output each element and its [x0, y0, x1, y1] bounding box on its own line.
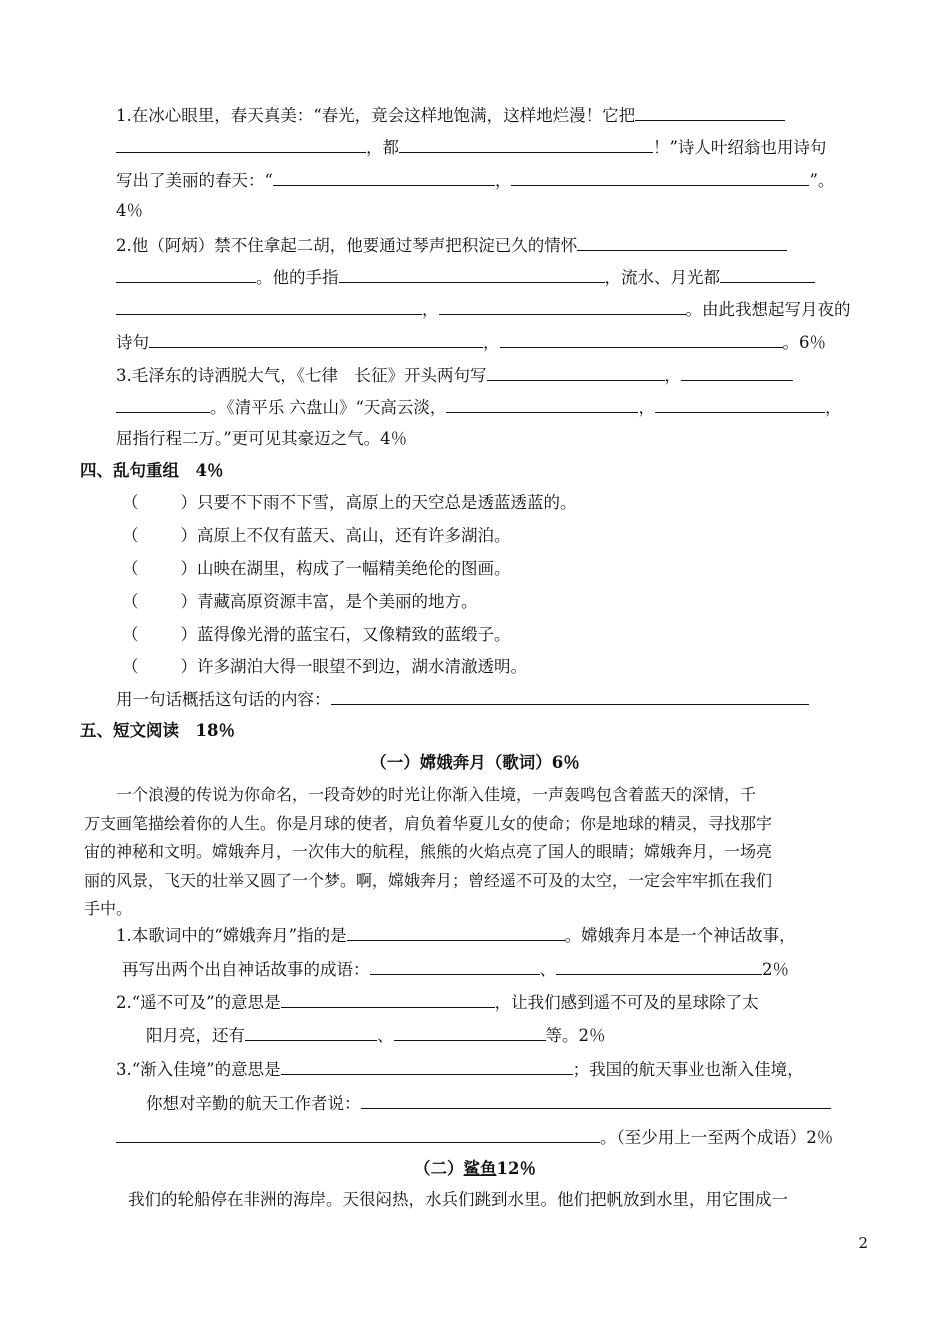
blank[interactable] — [281, 989, 495, 1008]
blank[interactable] — [556, 956, 762, 975]
reorder-sentence: 青藏高原资源丰富，是个美丽的地方。 — [197, 592, 478, 611]
p1-q2-line2: 阳月亮，还有 、 等。2％ — [146, 1022, 606, 1049]
item3-line2: 。《清平乐 六盘山》“天高云淡， ， ， — [116, 394, 841, 421]
item2-line4: 诗句 ， 。6％ — [116, 329, 826, 356]
blank[interactable] — [394, 1022, 546, 1041]
section4-title: 四、乱句重组 4％ — [80, 461, 224, 480]
reorder-sentence: 许多湖泊大得一眼望不到边，湖水清澈透明。 — [197, 657, 527, 676]
item1-score: 4％ — [116, 201, 143, 220]
page-number: 2 — [858, 1234, 868, 1252]
passage-line: 万支画笔描绘着你的人生。你是月球的使者，肩负着华夏儿女的使命；你是地球的精灵，寻找那宇 — [84, 814, 773, 833]
blank[interactable] — [116, 264, 256, 283]
item1-line2: ，都 ！”诗人叶绍翁也用诗句 — [116, 134, 826, 161]
passage-line: 手中。 — [84, 899, 133, 918]
p1-q3-line1: 3.“渐入佳境”的意思是 ；我国的航天事业也渐入佳境， — [116, 1056, 804, 1083]
blank[interactable] — [655, 394, 825, 413]
passage-line: 一个浪漫的传说为你命名，一段奇妙的时光让你渐入佳境，一声轰鸣包含着蓝天的深情，千 — [116, 785, 757, 804]
blank[interactable] — [361, 1090, 831, 1109]
reorder-item — [122, 622, 511, 648]
item2-line1: 2.他（阿炳）禁不住拿起二胡，他要通过琴声把积淀已久的情怀 — [116, 232, 787, 259]
blank[interactable] — [720, 264, 815, 283]
p1-q1-line2: 再写出两个出自神话故事的成语： 、 2％ — [122, 956, 789, 983]
blank[interactable] — [487, 362, 665, 381]
part1-title: （一）嫦娥奔月（歌词）6％ — [370, 753, 580, 772]
paren-close: ） — [180, 592, 197, 611]
blank[interactable] — [149, 329, 483, 348]
reorder-sentence: 山映在湖里，构成了一幅精美绝伦的图画。 — [197, 559, 511, 578]
paren-close: ） — [180, 559, 197, 578]
blank[interactable] — [439, 296, 686, 315]
paren-open: （ — [122, 493, 139, 512]
paren-open: （ — [122, 592, 139, 611]
part2-title: （二）鲨鱼12％ — [414, 1159, 536, 1178]
paren-open: （ — [122, 526, 139, 545]
reorder-item — [122, 589, 478, 615]
reorder-item — [122, 654, 527, 680]
item1-line3: 写出了美丽的春天：“ ， ”。 — [116, 167, 834, 194]
paren-close: ） — [180, 625, 197, 644]
blank[interactable] — [347, 922, 565, 941]
blank[interactable] — [281, 1056, 573, 1075]
item3-line3: 屈指行程二万。”更可见其豪迈之气。4％ — [116, 429, 408, 448]
blank[interactable] — [635, 102, 785, 121]
blank[interactable] — [681, 362, 793, 381]
blank[interactable] — [339, 264, 605, 283]
paren-close: ） — [180, 526, 197, 545]
paren-open: （ — [122, 657, 139, 676]
p1-q2-line1: 2.“遥不可及”的意思是 ，让我们感到遥不可及的星球除了太 — [116, 989, 759, 1016]
blank[interactable] — [273, 167, 495, 186]
part2-passage: 我们的轮船停在非洲的海岸。天很闷热，水兵们跳到水里。他们把帆放到水里，用它围成一 — [128, 1190, 788, 1209]
blank[interactable] — [116, 296, 422, 315]
paren-open: （ — [122, 625, 139, 644]
blank[interactable] — [370, 956, 540, 975]
blank[interactable] — [116, 1124, 600, 1143]
p1-q1-line1: 1.本歌词中的“嫦娥奔月”指的是 。嫦娥奔月本是一个神话故事， — [116, 922, 796, 949]
summary-line: 用一句话概括这句话的内容： — [116, 686, 809, 713]
item2-line3: ， 。由此我想起写月夜的 — [116, 296, 851, 323]
reorder-sentence: 高原上不仅有蓝天、高山，还有许多湖泊。 — [197, 526, 511, 545]
blank[interactable] — [116, 394, 210, 413]
blank[interactable] — [245, 1022, 377, 1041]
section5-title: 五、短文阅读 18％ — [80, 721, 235, 740]
reorder-item — [122, 523, 511, 549]
blank[interactable] — [577, 232, 787, 251]
summary-blank[interactable] — [331, 686, 809, 705]
reorder-sentence: 只要不下雨不下雪，高原上的天空总是透蓝透蓝的。 — [197, 493, 577, 512]
blank[interactable] — [399, 134, 653, 153]
p1-q3-line2: 你想对辛勤的航天工作者说： — [146, 1090, 831, 1117]
blank[interactable] — [511, 167, 809, 186]
passage-line: 丽的风景，飞天的壮举又圆了一个梦。啊，嫦娥奔月；曾经遥不可及的太空，一定会牢牢抓在我们 — [84, 871, 773, 890]
reorder-sentence: 蓝得像光滑的蓝宝石，又像精致的蓝缎子。 — [197, 625, 511, 644]
item1-line1: 1.在冰心眼里，春天真美：“春光，竟会这样地饱满，这样地烂漫！它把 — [116, 102, 785, 129]
item2-line2: 。他的手指 ，流水、月光都 — [116, 264, 815, 291]
paren-close: ） — [180, 493, 197, 512]
paren-open: （ — [122, 559, 139, 578]
blank[interactable] — [500, 329, 783, 348]
p1-q3-line3: 。（至少用上一至两个成语）2％ — [116, 1124, 833, 1151]
reorder-item — [122, 556, 511, 582]
paren-close: ） — [180, 657, 197, 676]
blank[interactable] — [446, 394, 638, 413]
reorder-item — [122, 490, 577, 516]
item3-line1: 3.毛泽东的诗洒脱大气，《七律 长征》开头两句写 ， — [116, 362, 793, 389]
passage-line: 宙的神秘和文明。嫦娥奔月，一次伟大的航程，熊熊的火焰点亮了国人的眼睛；嫦娥奔月，一场亮 — [84, 842, 773, 861]
blank[interactable] — [116, 134, 366, 153]
